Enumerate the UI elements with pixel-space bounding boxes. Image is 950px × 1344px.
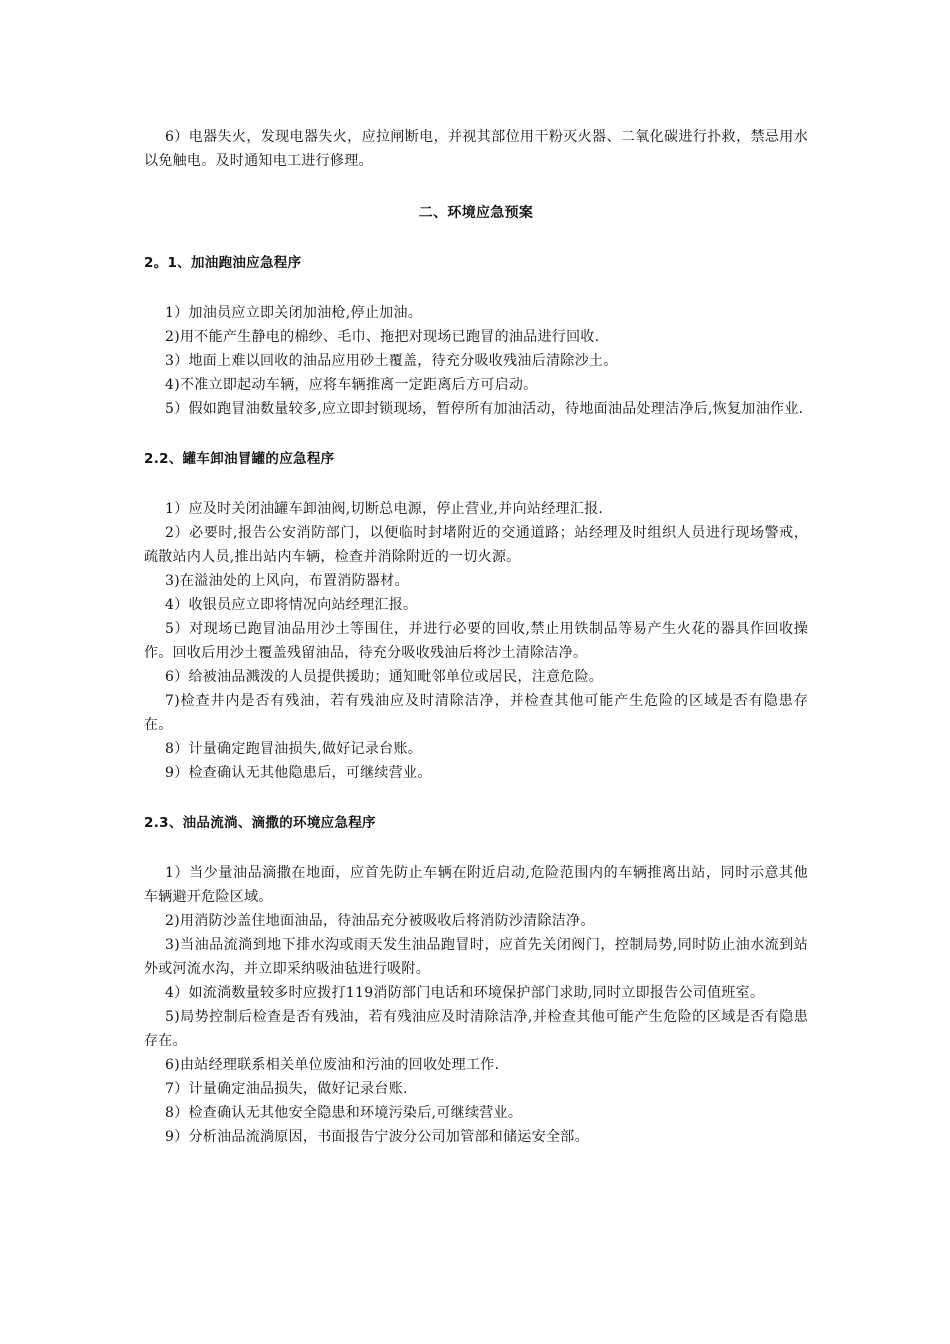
list-item: 1）加油员应立即关闭加油枪,停止加油。 xyxy=(165,305,423,321)
heading-2-2: 2.2、罐车卸油冒罐的应急程序 xyxy=(144,451,335,467)
list-item: 2)用消防沙盖住地面油品，待油品充分被吸收后将消防沙清除洁净。 xyxy=(165,913,595,929)
list-item: 9）分析油品流淌原因，书面报告宁波分公司加管部和储运安全部。 xyxy=(165,1129,589,1145)
list-item: 7)检查井内是否有残油，若有残油应及时清除洁净，并检查其他可能产生危险的区域是否有隐患存在。 xyxy=(144,693,808,733)
list-item: 7）计量确定油品损失，做好记录台账. xyxy=(165,1081,408,1097)
list-item: 2）必要时,报告公安消防部门，以便临时封堵附近的交通道路；站经理及时组织人员进行现场警戒，疏散站内人员,推出站内车辆，检查并消除附近的一切火源。 xyxy=(144,525,808,565)
list-item: 8）检查确认无其他安全隐患和环境污染后,可继续营业。 xyxy=(165,1105,523,1121)
list-item: 5）对现场已跑冒油品用沙土等围住，并进行必要的回收,禁止用铁制品等易产生火花的器具作回收操作。回收后用沙土覆盖残留油品，待充分吸收残油后将沙土清除洁净。 xyxy=(144,621,808,661)
heading-2-3: 2.3、油品流淌、滴撒的环境应急程序 xyxy=(144,815,376,831)
paragraph-intro-6: 6）电器失火，发现电器失火，应拉闸断电，并视其部位用干粉灭火器、二氧化碳进行扑救，禁忌用水以免触电。及时通知电工进行修理。 xyxy=(144,129,808,169)
list-item: 1）当少量油品滴撒在地面，应首先防止车辆在附近启动,危险范围内的车辆推离出站，同时示意其他车辆避开危险区域。 xyxy=(144,865,808,905)
list-item: 3）地面上难以回收的油品应用砂土覆盖，待充分吸收残油后清除沙土。 xyxy=(165,353,618,369)
list-item: 2)用不能产生静电的棉纱、毛巾、拖把对现场已跑冒的油品进行回收. xyxy=(165,329,600,345)
list-item: 6）给被油品溅泼的人员提供援助；通知毗邻单位或居民，注意危险。 xyxy=(165,669,604,685)
list-item: 6)由站经理联系相关单位废油和污油的回收处理工作. xyxy=(165,1057,500,1073)
list-item: 5)局势控制后检查是否有残油，若有残油应及时清除洁净,并检查其他可能产生危险的区域是否有隐患存在。 xyxy=(144,1009,808,1049)
list-item: 4)不准立即起动车辆，应将车辆推离一定距离后方可启动。 xyxy=(165,377,538,393)
list-item: 5）假如跑冒油数量较多,应立即封锁现场，暂停所有加油活动，待地面油品处理洁净后,恢复加油作业. xyxy=(165,401,804,417)
heading-2-1: 2。1、加油跑油应急程序 xyxy=(144,255,302,271)
list-item: 1）应及时关闭油罐车卸油阀,切断总电源，停止营业,并向站经理汇报. xyxy=(165,501,604,517)
list-item: 4）收银员应立即将情况向站经理汇报。 xyxy=(165,597,418,613)
list-item: 8）计量确定跑冒油损失,做好记录台账。 xyxy=(165,741,423,757)
section-title: 二、环境应急预案 xyxy=(418,205,534,221)
list-item: 3)当油品流淌到地下排水沟或雨天发生油品跑冒时，应首先关闭阀门，控制局势,同时防止油水流到站外或河流水沟，并立即采纳吸油毡进行吸附。 xyxy=(144,937,808,977)
list-item: 4）如流淌数量较多时应拨打119消防部门电话和环境保护部门求助,同时立即报告公司值班室。 xyxy=(165,985,765,1001)
list-item: 3)在溢油处的上风向，布置消防器材。 xyxy=(165,573,409,589)
list-item: 9）检查确认无其他隐患后，可继续营业。 xyxy=(165,765,432,781)
document-body xyxy=(144,125,808,1149)
